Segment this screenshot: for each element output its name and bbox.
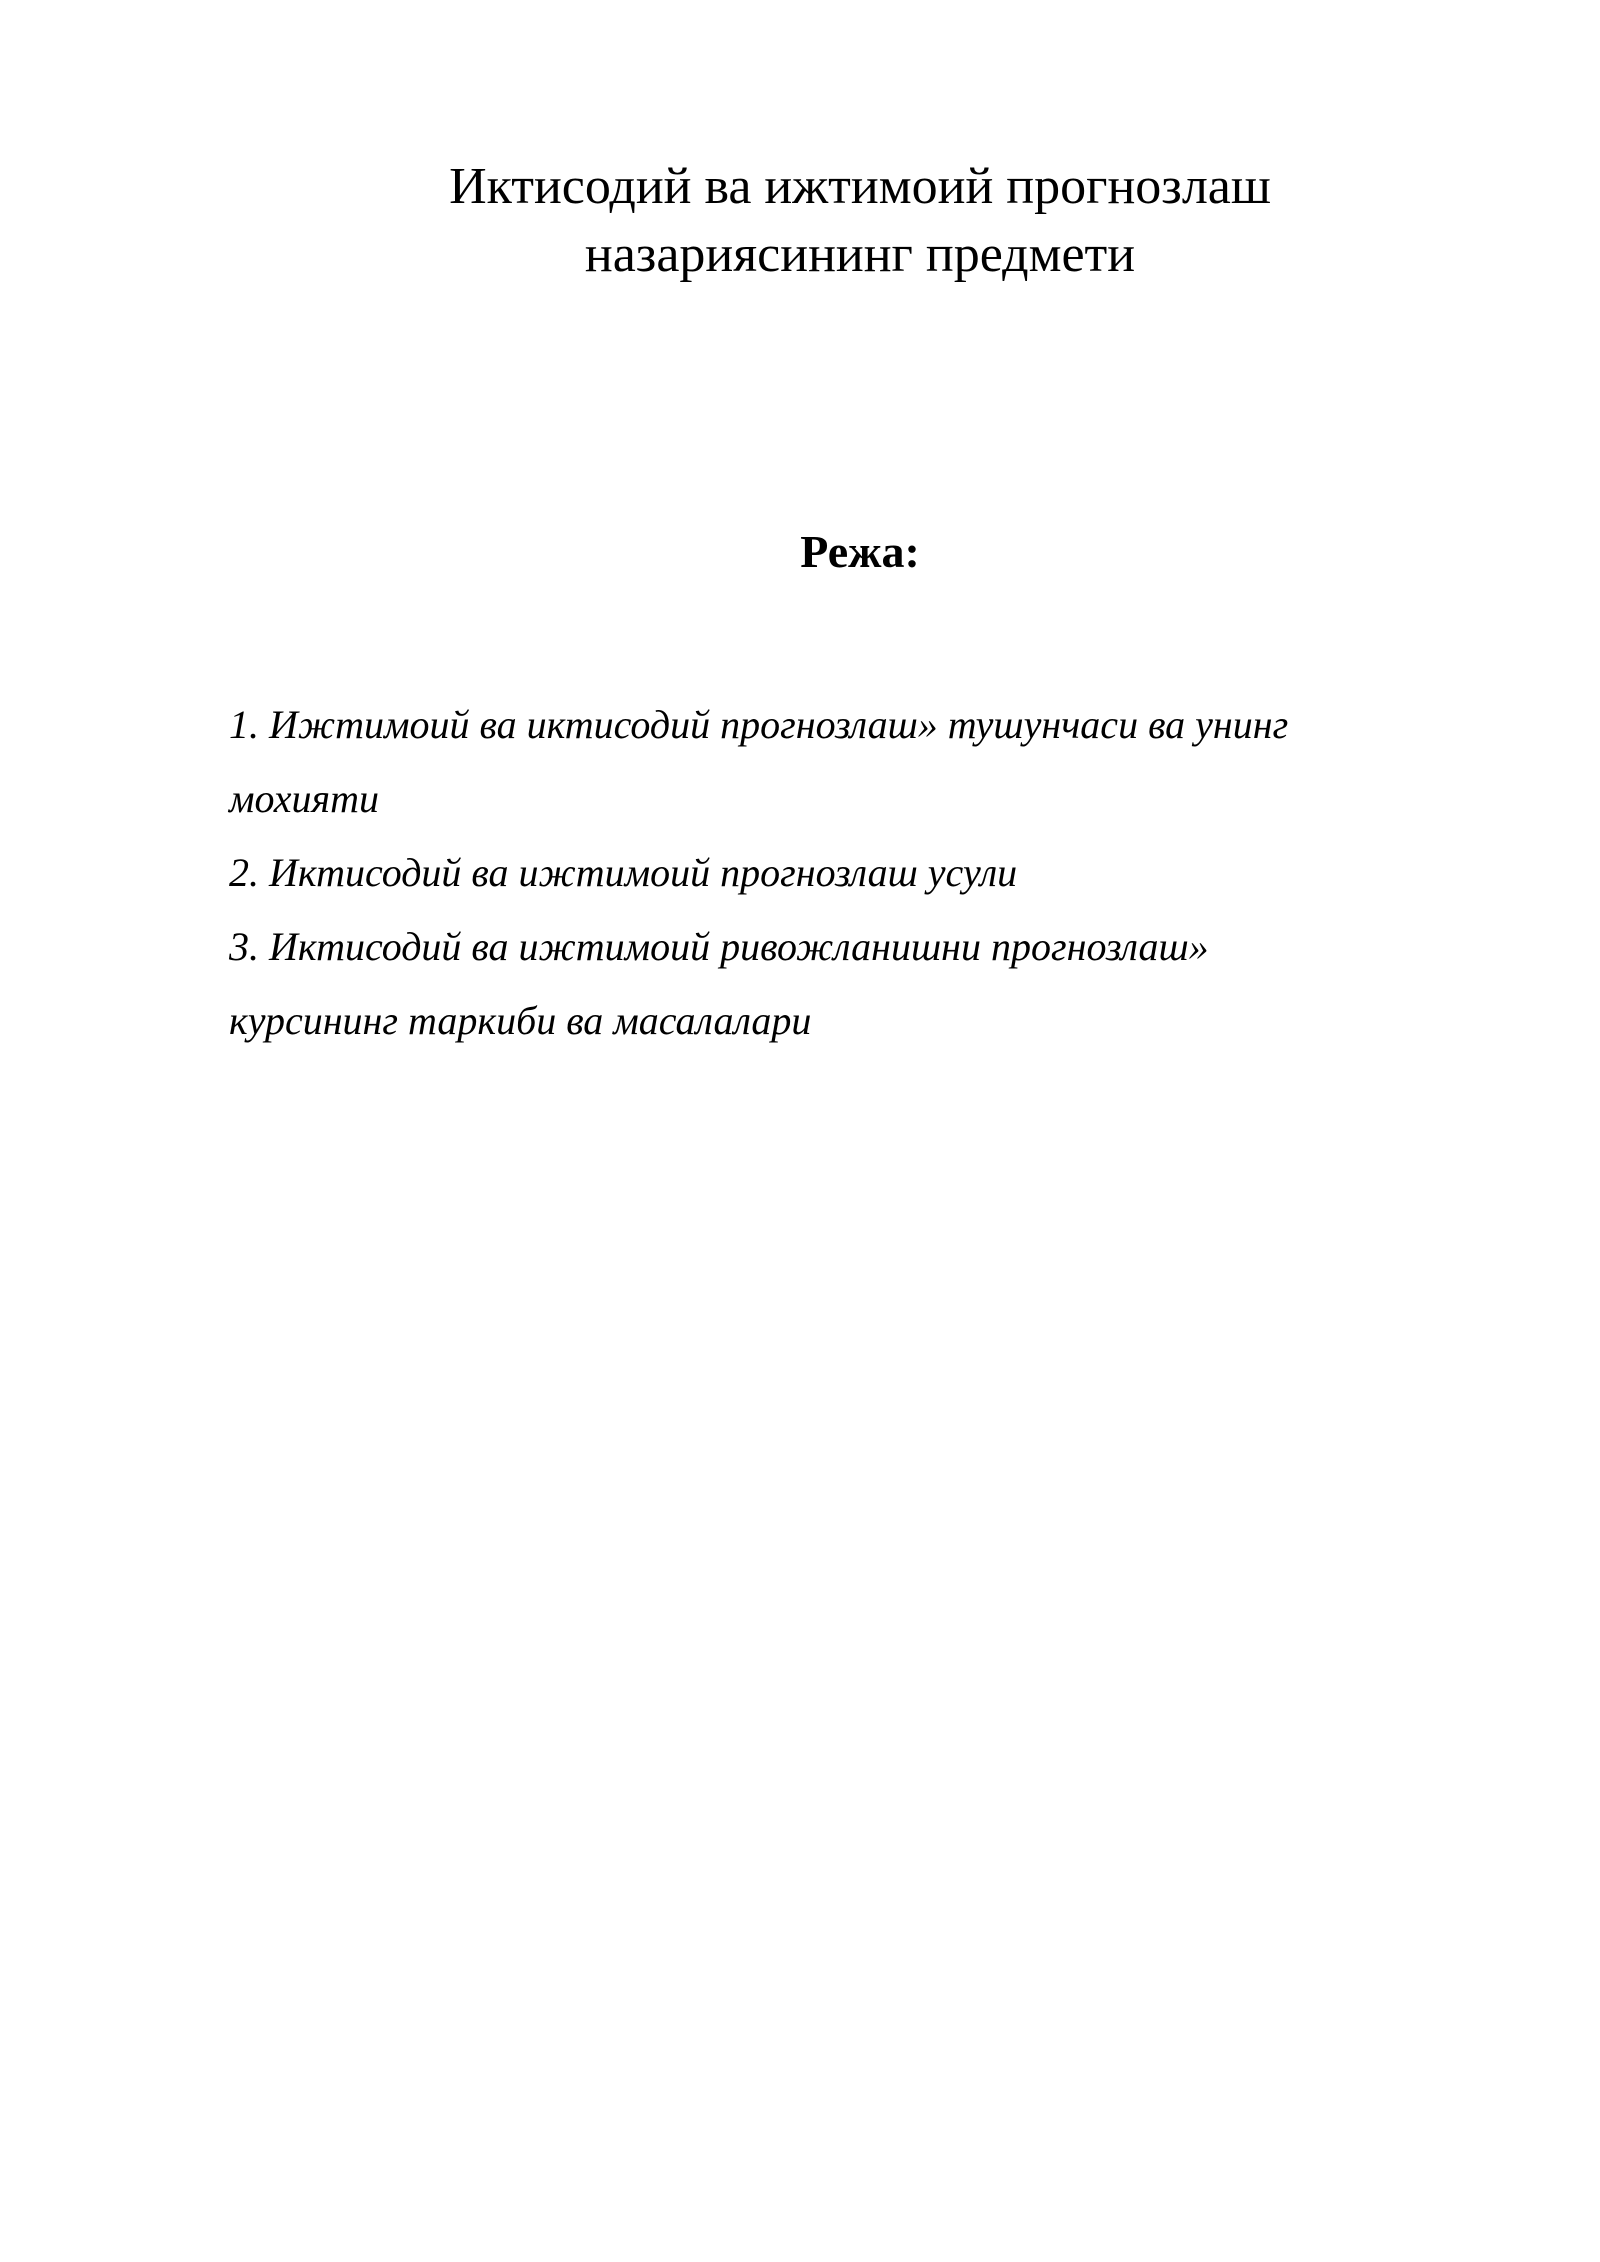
plan-item-3-line-2: курсининг таркиби ва масалалари (229, 998, 812, 1043)
document-title-line-2: назариясининг предмети (584, 226, 1136, 283)
plan-heading: Режа: (800, 526, 920, 577)
plan-item-3-line-1: 3. Иктисодий ва ижтимоий ривожланишни прогнозлаш» (229, 924, 1209, 969)
plan-list (229, 688, 1429, 1058)
plan-item-1-line-1: 1. Ижтимоий ва иктисодий прогнозлаш» тушунчаси ва унинг (229, 702, 1289, 747)
document-title (330, 153, 1390, 289)
plan-item-2: 2. Иктисодий ва ижтимоий прогнозлаш усули (229, 850, 1018, 895)
plan-item-1-line-2: мохияти (229, 776, 379, 821)
document-title-line-1: Иктисодий ва ижтимоий прогнозлаш (449, 158, 1271, 215)
